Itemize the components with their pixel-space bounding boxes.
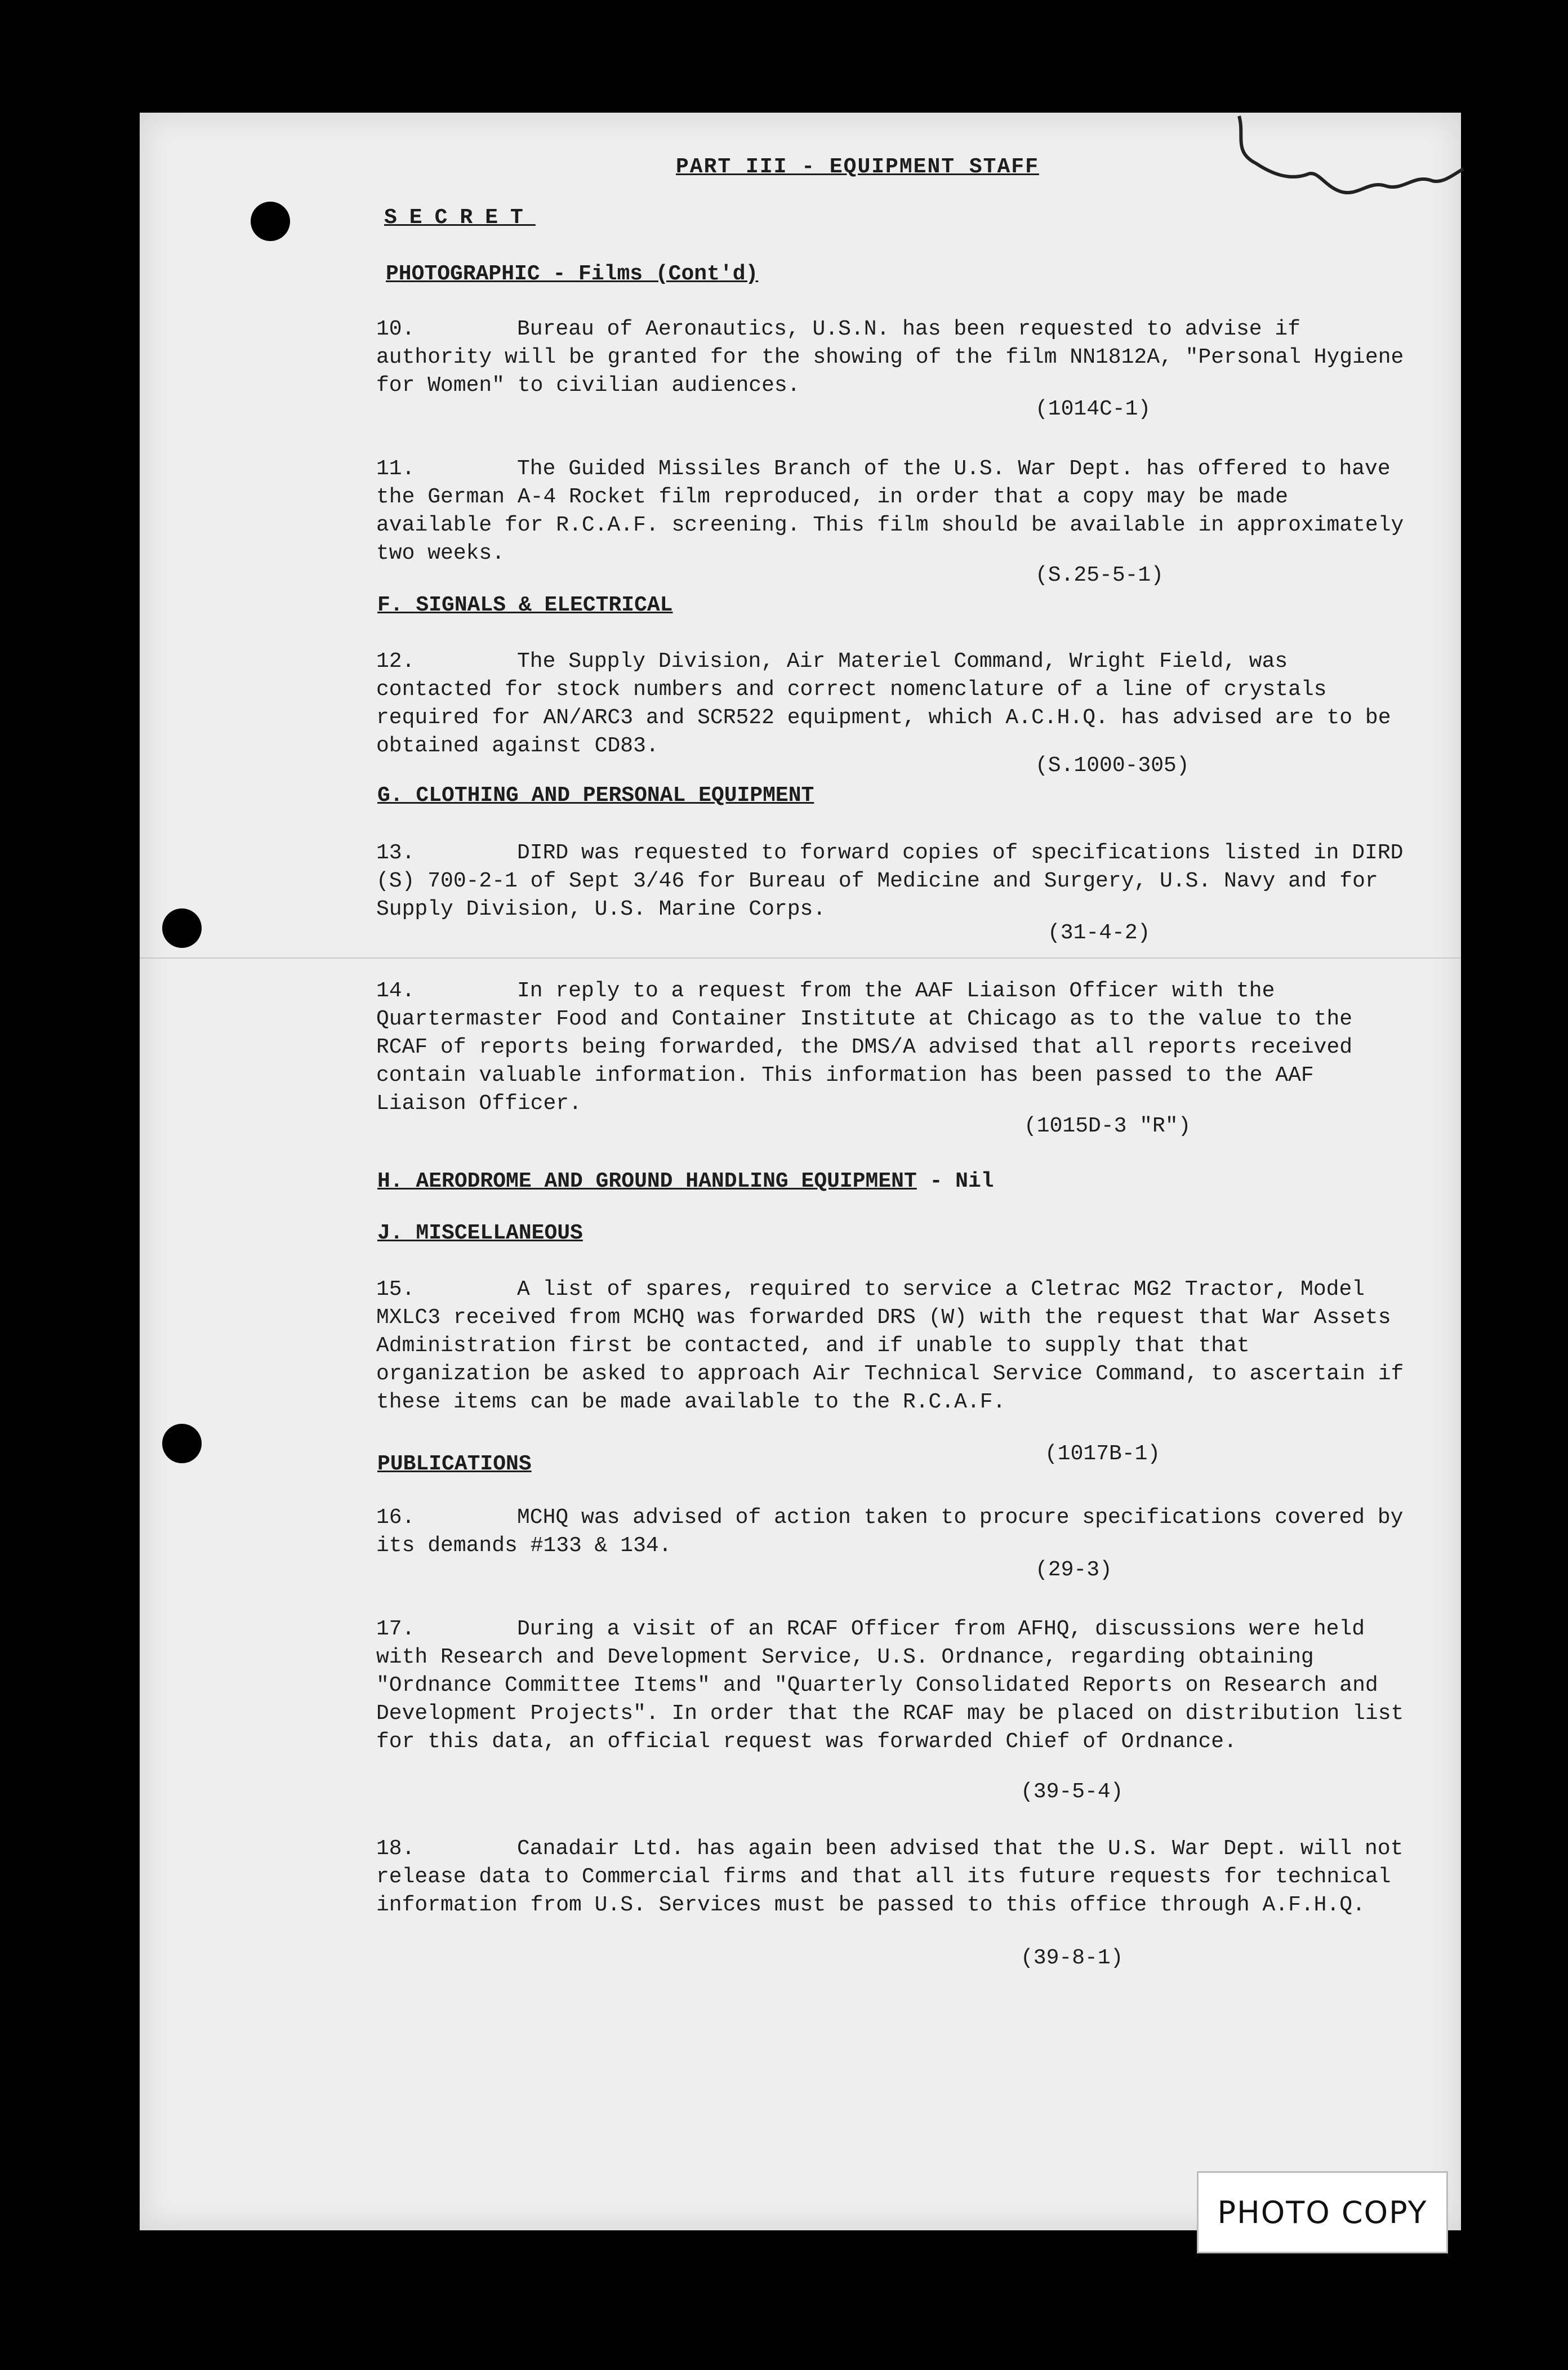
page-fold-line bbox=[140, 957, 1461, 959]
paragraph-14 bbox=[376, 977, 1413, 1118]
section-heading-aerodrome bbox=[377, 1168, 994, 1196]
paragraph-number: 11. bbox=[376, 457, 415, 481]
paragraph-number: 18. bbox=[376, 1837, 415, 1861]
paragraph-number: 10. bbox=[376, 317, 415, 341]
paragraph-number: 12. bbox=[376, 649, 415, 674]
section-heading-miscellaneous: J. MISCELLANEOUS bbox=[377, 1221, 583, 1245]
file-reference: (1014C-1) bbox=[1035, 397, 1151, 421]
paragraph-18 bbox=[376, 1835, 1413, 1919]
file-reference: (31-4-2) bbox=[1048, 921, 1151, 945]
section-heading-clothing: G. CLOTHING AND PERSONAL EQUIPMENT bbox=[377, 783, 814, 808]
paragraph-number: 15. bbox=[376, 1277, 415, 1302]
paragraph-number: 17. bbox=[376, 1617, 415, 1641]
paragraph-17 bbox=[376, 1615, 1413, 1756]
punch-hole-middle bbox=[162, 908, 202, 948]
paragraph-text: MCHQ was advised of action taken to procure specifications covered by its demands #133 & 134. bbox=[376, 1505, 1404, 1558]
paragraph-text: A list of spares, required to service a Cletrac MG2 Tractor, Model MXLC3 received from MCHQ was forwarded DRS (W) with the request that War Assets Administration first be contacted, and if unable to supply that that organization be asked to approach Air Technical Service Command, to ascertain if these items can be made available to the R.C.A.F. bbox=[376, 1277, 1404, 1414]
file-reference: (S.25-5-1) bbox=[1035, 563, 1164, 587]
paragraph-12 bbox=[376, 648, 1413, 760]
paragraph-text: During a visit of an RCAF Officer from AFHQ, discussions were held with Research and Development Service, U.S. Ordnance, regarding obtaining "Ordnance Committee Items" and "Quarterly Consolidated Reports on Research and Development Projects". In order that the RCAF may be placed on distribution list for this data, an official request was forwarded Chief of Ordnance. bbox=[376, 1617, 1404, 1754]
classification-label: SECRET bbox=[384, 206, 536, 230]
file-reference: (1017B-1) bbox=[1045, 1442, 1161, 1466]
paragraph-text: The Guided Missiles Branch of the U.S. War Dept. has offered to have the German A-4 Rocket film reproduced, in order that a copy may be made available for R.C.A.F. screening. This film should be available in approximately two weeks. bbox=[376, 457, 1404, 565]
paragraph-16 bbox=[376, 1504, 1413, 1560]
paragraph-number: 14. bbox=[376, 979, 415, 1003]
paragraph-15 bbox=[376, 1276, 1413, 1416]
part-title: PART III - EQUIPMENT STAFF bbox=[676, 155, 1039, 179]
aerodrome-heading-text: H. AERODROME AND GROUND HANDLING EQUIPMENT bbox=[377, 1169, 917, 1193]
paragraph-10 bbox=[376, 315, 1413, 400]
paragraph-number: 16. bbox=[376, 1505, 415, 1530]
punch-hole-bottom bbox=[162, 1424, 202, 1463]
file-reference: (39-8-1) bbox=[1021, 1946, 1124, 1970]
section-heading-photographic: PHOTOGRAPHIC - Films (Cont'd) bbox=[386, 262, 759, 286]
section-heading-signals: F. SIGNALS & ELECTRICAL bbox=[377, 593, 673, 617]
paragraph-text: In reply to a request from the AAF Liaison Officer with the Quartermaster Food and Container Institute at Chicago as to the value to the RCAF of reports being forwarded, the DMS/A advised that all reports received contain valuable information. This information has been passed to the AAF Liaison Officer. bbox=[376, 979, 1353, 1116]
paragraph-text: The Supply Division, Air Materiel Command, Wright Field, was contacted for stock numbers and correct nomenclature of a line of crystals required for AN/ARC3 and SCR522 equipment, which A.C.H.Q. has advised are to be obtained against CD83. bbox=[376, 649, 1391, 758]
corner-scribble bbox=[1228, 113, 1464, 242]
file-reference: (39-5-4) bbox=[1021, 1780, 1124, 1804]
paragraph-13 bbox=[376, 839, 1413, 924]
section-heading-publications: PUBLICATIONS bbox=[377, 1452, 532, 1476]
paragraph-number: 13. bbox=[376, 841, 415, 865]
punch-hole-top bbox=[251, 202, 290, 241]
file-reference: (1015D-3 "R") bbox=[1024, 1114, 1191, 1138]
paragraph-text: Canadair Ltd. has again been advised that the U.S. War Dept. will not release data to Commercial firms and that all its future requests for technical information from U.S. Services must be passed to this office through A.F.H.Q. bbox=[376, 1837, 1404, 1917]
paragraph-text: DIRD was requested to forward copies of specifications listed in DIRD (S) 700-2-1 of Sept 3/46 for Bureau of Medicine and Surgery, U.S. Navy and for Supply Division, U.S. Marine Corps. bbox=[376, 841, 1404, 921]
aerodrome-status: - Nil bbox=[916, 1169, 994, 1193]
file-reference: (29-3) bbox=[1035, 1558, 1112, 1582]
file-reference: (S.1000-305) bbox=[1035, 754, 1190, 778]
paragraph-11 bbox=[376, 455, 1413, 568]
paragraph-text: Bureau of Aeronautics, U.S.N. has been requested to advise if authority will be granted for the showing of the film NN1812A, "Personal Hygiene for Women" to civilian audiences. bbox=[376, 317, 1404, 398]
photo-copy-stamp: PHOTO COPY bbox=[1197, 2171, 1448, 2253]
